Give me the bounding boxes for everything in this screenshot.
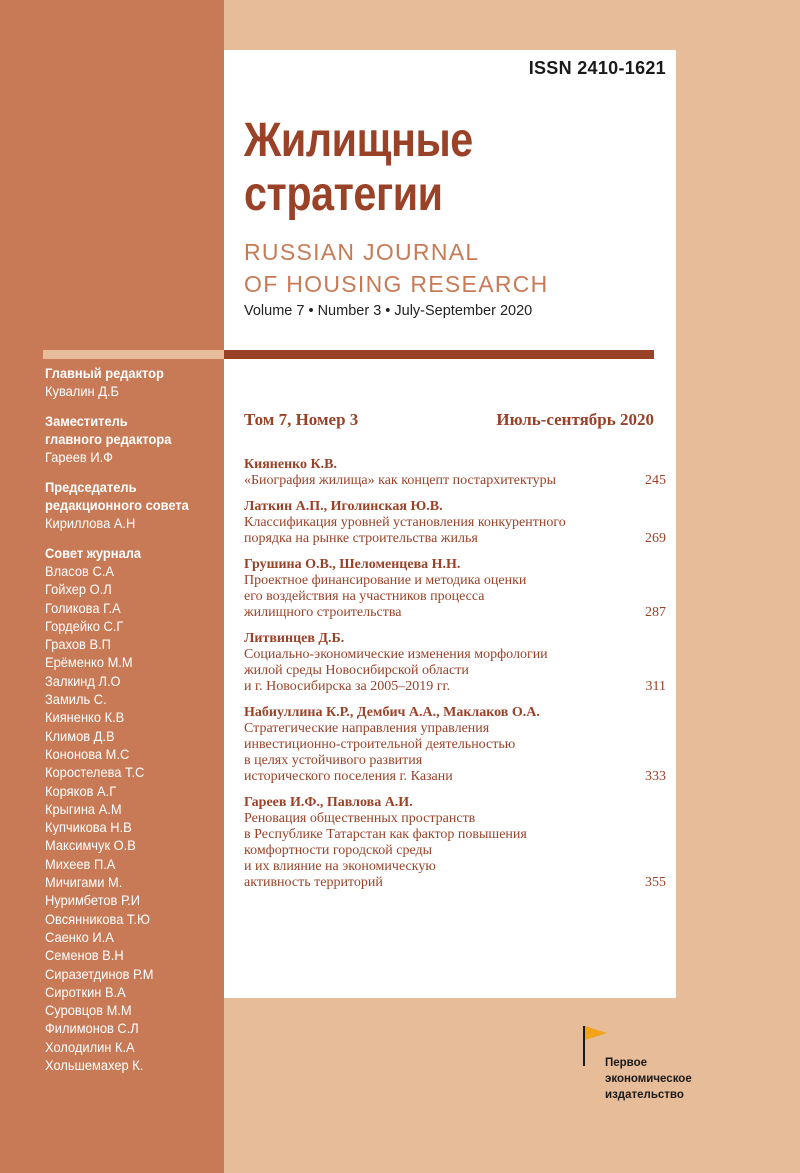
council-member: Гордейко С.Г — [45, 617, 124, 634]
toc-authors: Набиуллина К.Р., Дембич А.А., Маклаков О.А. — [244, 705, 540, 720]
deputy-role-line2: главного редактора — [45, 431, 172, 447]
council-member: Филимонов С.Л — [45, 1020, 139, 1037]
journal-title — [244, 114, 473, 222]
accent-bar-dark — [224, 350, 654, 359]
editor-in-chief-name: Кувалин Д.Б — [45, 383, 119, 399]
council-member: Кононова М.С — [45, 745, 130, 762]
toc-article-title: Классификация уровней установления конкурентного порядка на рынке строительства жилья — [244, 515, 566, 546]
chairman-group — [45, 478, 220, 532]
council-member: Коряков А.Г — [45, 782, 117, 799]
council-member: Овсянникова Т.Ю — [45, 910, 150, 927]
council-group — [45, 544, 220, 1074]
toc-page-number: 355 — [645, 875, 666, 890]
toc-item[interactable] — [244, 557, 666, 621]
toc-authors: Гареев И.Ф., Павлова А.И. — [244, 795, 413, 810]
toc-authors: Литвинцев Д.Б. — [244, 631, 345, 646]
council-member: Суровцов М.М — [45, 1002, 132, 1019]
accent-bar-light — [43, 350, 224, 359]
toc-item[interactable] — [244, 631, 666, 695]
publisher-line1: Первое — [605, 1057, 648, 1069]
toc-page-number: 333 — [645, 769, 666, 784]
publisher-line3: издательство — [605, 1089, 684, 1101]
council-member: Замиль С. — [45, 691, 107, 708]
council-role: Совет журнала — [45, 545, 142, 561]
editor-in-chief-group — [45, 364, 220, 400]
council-member: Купчикова Н.В — [45, 819, 132, 836]
chairman-role-line2: редакционного совета — [45, 497, 189, 513]
council-member: Мичигами М. — [45, 874, 123, 891]
editor-in-chief-role: Главный редактор — [45, 365, 164, 381]
toc-authors: Грушина О.В., Шеломенцева Н.Н. — [244, 557, 461, 572]
toc-page-number: 287 — [645, 605, 666, 620]
deputy-editor-group — [45, 412, 220, 466]
toc-article-title: «Биография жилища» как концепт постархитектуры — [244, 473, 556, 488]
council-member: Коростелева Т.С — [45, 764, 145, 781]
council-member: Холодилин К.А — [45, 1038, 135, 1055]
council-member: Хольшемахер К. — [45, 1057, 144, 1074]
toc-article-title: Стратегические направления управления инвестиционно-строительной деятельностью в целях устойчивого развития исторического поселения г. Казани — [244, 721, 516, 784]
publisher-name — [605, 1055, 692, 1103]
journal-title-line2: стратегии — [244, 168, 443, 221]
council-list — [45, 562, 220, 1074]
council-member: Климов Д.В — [45, 727, 115, 744]
table-of-contents — [244, 457, 666, 901]
toc-article-title: Проектное финансирование и методика оценки его воздействия на участников процесса жилищного строительства — [244, 573, 527, 620]
issue-date: Июль-сентябрь 2020 — [496, 410, 654, 429]
toc-authors: Кияненко К.В. — [244, 457, 338, 472]
council-member: Саенко И.А — [45, 928, 114, 945]
council-member: Ерёменко М.М — [45, 654, 133, 671]
flag-icon — [585, 1026, 607, 1040]
council-member: Власов С.А — [45, 563, 114, 579]
toc-page-number: 311 — [645, 679, 666, 694]
council-member: Гойхер О.Л — [45, 581, 112, 598]
toc-page-number: 269 — [645, 531, 666, 546]
volume-line: Volume 7 • Number 3 • July-September 2020 — [244, 303, 533, 319]
council-member: Грахов В.П — [45, 636, 111, 653]
council-member: Михеев П.А — [45, 855, 116, 872]
issue-volume-number: Том 7, Номер 3 — [244, 410, 359, 429]
council-member: Максимчук О.В — [45, 837, 136, 854]
journal-subtitle-line2: OF HOUSING RESEARCH — [244, 271, 549, 297]
toc-item[interactable] — [244, 457, 666, 489]
issn: ISSN 2410-1621 — [528, 58, 666, 78]
toc-page-number: 245 — [645, 473, 666, 488]
publisher-line2: экономическое — [605, 1073, 692, 1085]
council-member: Сироткин В.А — [45, 983, 126, 1000]
journal-subtitle — [244, 236, 549, 300]
chairman-role-line1: Председатель — [45, 479, 137, 495]
council-member: Нуримбетов Р.И — [45, 892, 140, 909]
council-member: Семенов В.Н — [45, 947, 124, 964]
journal-subtitle-line1: RUSSIAN JOURNAL — [244, 239, 480, 265]
council-member: Залкинд Л.О — [45, 672, 121, 689]
deputy-role-line1: Заместитель — [45, 413, 128, 429]
toc-item[interactable] — [244, 705, 666, 785]
council-member: Голикова Г.А — [45, 599, 121, 616]
council-member: Сиразетдинов Р.М — [45, 965, 154, 982]
council-member: Кияненко К.В — [45, 709, 125, 726]
deputy-name: Гареев И.Ф — [45, 449, 113, 465]
toc-item[interactable] — [244, 795, 666, 891]
journal-title-line1: Жилищные — [244, 114, 473, 167]
editorial-board — [45, 364, 220, 1086]
toc-article-title: Реновация общественных пространств в Республике Татарстан как фактор повышения комфортности городской среды и их влияние на экономическую активность территорий — [244, 811, 527, 890]
council-member: Крыгина А.М — [45, 800, 122, 817]
toc-article-title: Социально-экономические изменения морфологии жилой среды Новосибирской области и г. Новосибирска за 2005–2019 гг. — [244, 647, 548, 694]
toc-authors: Латкин А.П., Иголинская Ю.В. — [244, 499, 443, 514]
chairman-name: Кириллова А.Н — [45, 515, 136, 531]
toc-item[interactable] — [244, 499, 666, 547]
publisher-logo — [580, 1024, 740, 1104]
